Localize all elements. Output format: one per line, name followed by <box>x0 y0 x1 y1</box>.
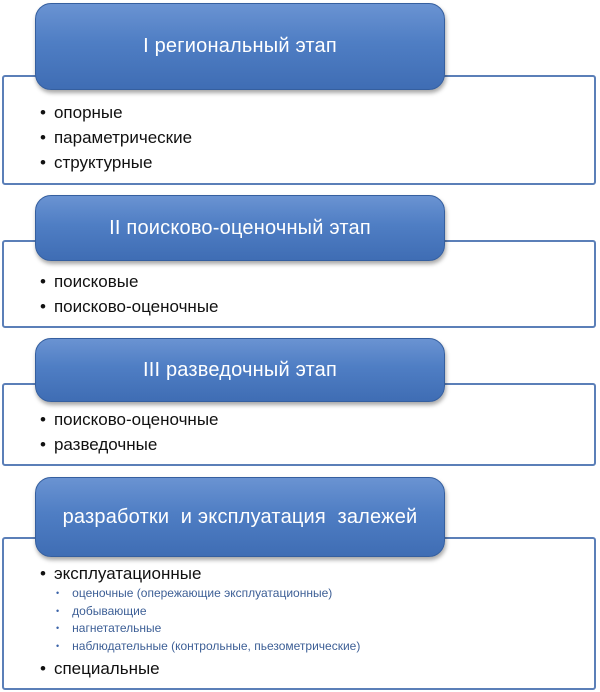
stage-4-header: разработки и эксплуатация залежей <box>35 477 445 557</box>
stage-1-list <box>40 100 192 175</box>
list-item: • поисковые <box>40 269 219 294</box>
stage-4-list-top <box>40 561 201 586</box>
list-item: • параметрические <box>40 125 192 150</box>
stage-4-list-bottom <box>40 656 160 681</box>
stage-2-list <box>40 269 219 319</box>
list-item: • специальные <box>40 656 160 681</box>
sublist-item: • наблюдательные (контрольные, пьезометрические) <box>56 638 360 656</box>
list-item: • разведочные <box>40 432 219 457</box>
stage-1-header: I региональный этап <box>35 3 445 90</box>
list-item: • поисково-оценочные <box>40 294 219 319</box>
stage-3-list <box>40 407 219 457</box>
sublist-item: • добывающие <box>56 603 360 621</box>
sublist-item: • нагнетательные <box>56 620 360 638</box>
stage-4-sublist <box>56 585 360 655</box>
sublist-item: • оценочные (опережающие эксплуатационные) <box>56 585 360 603</box>
list-item: • эксплуатационные <box>40 561 201 586</box>
list-item: • структурные <box>40 150 192 175</box>
list-item: • поисково-оценочные <box>40 407 219 432</box>
list-item: • опорные <box>40 100 192 125</box>
stage-2-header: II поисково-оценочный этап <box>35 195 445 261</box>
stage-3-header: III разведочный этап <box>35 338 445 402</box>
